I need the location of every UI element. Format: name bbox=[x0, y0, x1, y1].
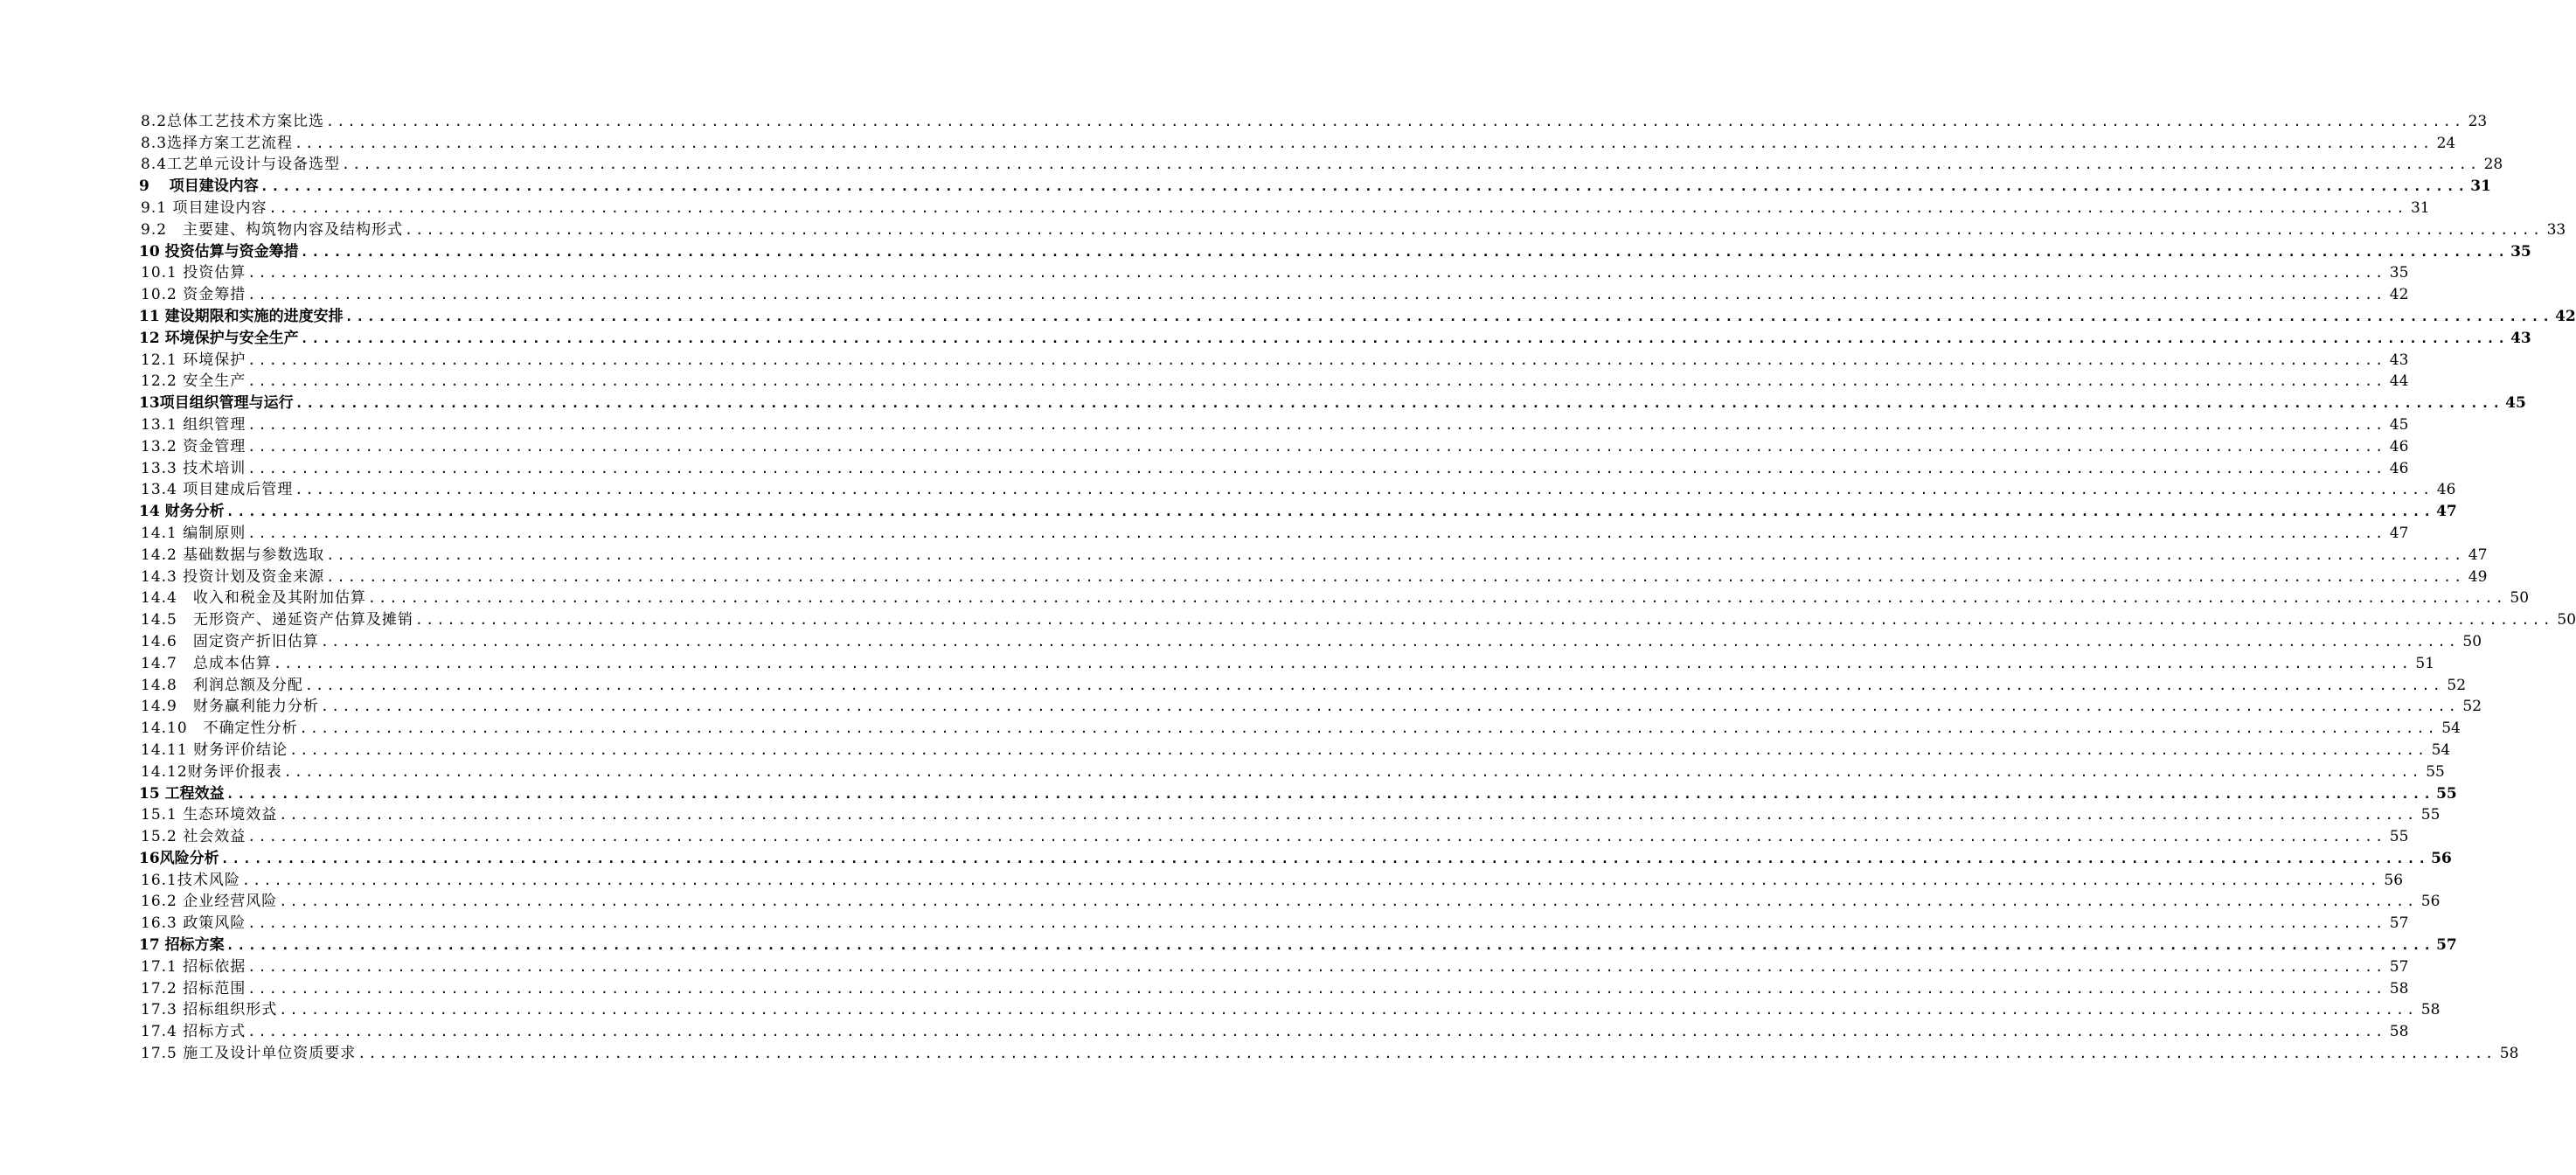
toc-dot-leader: ........................................................................................................................................................................................................ bbox=[300, 243, 2509, 260]
toc-subsection-entry[interactable] bbox=[0, 803, 2441, 824]
toc-entry-title: 16.2 企业经营风险 bbox=[141, 893, 278, 911]
toc-subsection-entry[interactable] bbox=[0, 998, 2441, 1019]
toc-dot-leader: ........................................................................................................................................................................................................ bbox=[367, 590, 2507, 607]
toc-dot-leader: ........................................................................................................................................................................................................ bbox=[289, 741, 2428, 758]
toc-page-number: 57 bbox=[2389, 914, 2409, 933]
toc-subsection-entry[interactable] bbox=[0, 694, 2482, 716]
toc-entry-title: 14.10 不确定性分析 bbox=[141, 720, 298, 738]
toc-entry-title: 12.2 安全生产 bbox=[141, 372, 246, 391]
toc-page-number: 33 bbox=[2546, 220, 2566, 239]
toc-page-number: 31 bbox=[2470, 177, 2491, 196]
toc-subsection-entry[interactable] bbox=[0, 629, 2482, 650]
toc-page-number: 35 bbox=[2389, 264, 2409, 282]
toc-dot-leader: ........................................................................................................................................................................................................ bbox=[247, 265, 2386, 282]
toc-subsection-entry[interactable] bbox=[0, 520, 2409, 542]
toc-entry-title: 15.1 生态环境效益 bbox=[141, 806, 278, 824]
toc-dot-leader: ........................................................................................................................................................................................................ bbox=[226, 785, 2434, 802]
toc-section-entry[interactable] bbox=[0, 781, 2457, 803]
toc-subsection-entry[interactable] bbox=[0, 976, 2409, 998]
toc-page-number: 56 bbox=[2420, 893, 2441, 911]
toc-dot-leader: ........................................................................................................................................................................................................ bbox=[279, 1002, 2418, 1019]
toc-dot-leader: ........................................................................................................................................................................................................ bbox=[226, 937, 2434, 954]
toc-dot-leader: ........................................................................................................................................................................................................ bbox=[320, 699, 2460, 715]
toc-entry-title: 10.2 资金筹措 bbox=[141, 286, 246, 304]
toc-dot-leader: ........................................................................................................................................................................................................ bbox=[344, 308, 2553, 324]
toc-entry-title: 14.9 财务赢利能力分析 bbox=[141, 698, 319, 716]
toc-dot-leader: ........................................................................................................................................................................................................ bbox=[326, 113, 2465, 129]
toc-dot-leader: ........................................................................................................................................................................................................ bbox=[260, 178, 2468, 195]
toc-dot-leader: ........................................................................................................................................................................................................ bbox=[295, 135, 2434, 151]
toc-page-number: 56 bbox=[2431, 849, 2452, 867]
toc-entry-title: 14.11 财务评价结论 bbox=[141, 740, 288, 759]
toc-subsection-entry[interactable] bbox=[0, 672, 2467, 694]
toc-dot-leader: ........................................................................................................................................................................................................ bbox=[220, 850, 2429, 866]
toc-page-number: 47 bbox=[2389, 524, 2409, 542]
toc-subsection-entry[interactable] bbox=[0, 152, 2503, 174]
toc-entry-title: 14 财务分析 bbox=[139, 503, 225, 521]
toc-page-number: 46 bbox=[2436, 481, 2456, 499]
toc-entry-title: 8.3选择方案工艺流程 bbox=[141, 134, 294, 152]
toc-page-number: 56 bbox=[2384, 871, 2404, 889]
toc-page-number: 43 bbox=[2389, 351, 2409, 369]
toc-dot-leader: ........................................................................................................................................................................................................ bbox=[299, 720, 2438, 737]
toc-subsection-entry[interactable] bbox=[0, 542, 2488, 564]
toc-subsection-entry[interactable] bbox=[0, 477, 2456, 499]
toc-section-entry[interactable] bbox=[0, 932, 2457, 955]
toc-entry-title: 14.1 编制原则 bbox=[141, 524, 246, 542]
toc-dot-leader: ........................................................................................................................................................................................................ bbox=[247, 287, 2386, 303]
toc-dot-leader: ........................................................................................................................................................................................................ bbox=[247, 438, 2386, 455]
toc-entry-title: 13项目组织管理与运行 bbox=[139, 394, 294, 413]
toc-subsection-entry[interactable] bbox=[0, 910, 2409, 933]
toc-entry-title: 16.1技术风险 bbox=[141, 871, 240, 889]
toc-page-number: 50 bbox=[2462, 632, 2482, 650]
toc-entry-title: 14.5 无形资产、递延资产估算及摊销 bbox=[141, 611, 413, 629]
toc-page-number: 31 bbox=[2410, 198, 2430, 217]
toc-entry-title: 14.7 总成本估算 bbox=[141, 654, 272, 672]
toc-entry-title: 14.8 利润总额及分配 bbox=[141, 676, 303, 694]
toc-dot-leader: ........................................................................................................................................................................................................ bbox=[226, 504, 2434, 520]
toc-entry-title: 15.2 社会效益 bbox=[141, 828, 246, 846]
toc-dot-leader: ........................................................................................................................................................................................................ bbox=[304, 677, 2444, 693]
toc-entry-title: 10.1 投资估算 bbox=[141, 264, 246, 282]
toc-dot-leader: ........................................................................................................................................................................................................ bbox=[273, 655, 2413, 671]
toc-entry-title: 9.1 项目建设内容 bbox=[141, 198, 267, 217]
toc-subsection-entry[interactable] bbox=[0, 195, 2430, 217]
toc-subsection-entry[interactable] bbox=[0, 108, 2488, 130]
toc-subsection-entry[interactable] bbox=[0, 586, 2530, 608]
toc-subsection-entry[interactable] bbox=[0, 434, 2409, 455]
toc-subsection-entry[interactable] bbox=[0, 759, 2445, 781]
toc-page-number: 42 bbox=[2555, 307, 2576, 325]
toc-entry-title: 8.2总体工艺技术方案比选 bbox=[141, 112, 325, 130]
toc-page-number: 55 bbox=[2420, 806, 2441, 824]
toc-subsection-entry[interactable] bbox=[0, 607, 2576, 629]
toc-subsection-entry[interactable] bbox=[0, 455, 2409, 477]
toc-dot-leader: ........................................................................................................................................................................................................ bbox=[320, 633, 2460, 650]
toc-subsection-entry[interactable] bbox=[0, 954, 2409, 976]
toc-page-number: 55 bbox=[2389, 828, 2409, 846]
toc-entry-title: 9 项目建设内容 bbox=[139, 177, 259, 196]
toc-dot-leader: ........................................................................................................................................................................................................ bbox=[405, 221, 2544, 238]
toc-subsection-entry[interactable] bbox=[0, 1019, 2409, 1041]
toc-page-number: 35 bbox=[2510, 242, 2531, 261]
toc-section-entry[interactable] bbox=[0, 390, 2526, 413]
toc-subsection-entry[interactable] bbox=[0, 347, 2409, 369]
toc-entry-title: 12.1 环境保护 bbox=[141, 351, 246, 369]
toc-entry-title: 17.1 招标依据 bbox=[141, 957, 246, 976]
toc-page-number: 58 bbox=[2389, 1023, 2409, 1041]
toc-section-entry[interactable] bbox=[0, 498, 2457, 521]
toc-page-number: 28 bbox=[2483, 156, 2503, 174]
toc-entry-title: 14.12财务评价报表 bbox=[141, 762, 282, 781]
toc-page-number: 51 bbox=[2415, 654, 2435, 672]
toc-page-number: 47 bbox=[2468, 546, 2488, 564]
toc-section-entry[interactable] bbox=[0, 239, 2531, 261]
toc-dot-leader: ........................................................................................................................................................................................................ bbox=[247, 460, 2386, 476]
toc-subsection-entry[interactable] bbox=[0, 889, 2441, 911]
toc-entry-title: 17.2 招标范围 bbox=[141, 979, 246, 998]
toc-page-number: 45 bbox=[2389, 415, 2409, 434]
toc-dot-leader: ........................................................................................................................................................................................................ bbox=[326, 568, 2465, 585]
toc-subsection-entry[interactable] bbox=[0, 737, 2451, 759]
toc-subsection-entry[interactable] bbox=[0, 650, 2435, 672]
toc-subsection-entry[interactable] bbox=[0, 369, 2409, 391]
toc-subsection-entry[interactable] bbox=[0, 1040, 2519, 1063]
toc-section-entry[interactable] bbox=[0, 173, 2491, 196]
toc-subsection-entry[interactable] bbox=[0, 261, 2409, 282]
toc-dot-leader: ........................................................................................................................................................................................................ bbox=[241, 872, 2381, 888]
toc-page-number: 54 bbox=[2431, 740, 2451, 759]
toc-dot-leader: ........................................................................................................................................................................................................ bbox=[247, 958, 2386, 975]
toc-page-number: 55 bbox=[2426, 762, 2445, 781]
toc-entry-title: 17.4 招标方式 bbox=[141, 1023, 246, 1041]
toc-page-number: 57 bbox=[2436, 936, 2457, 955]
toc-entry-title: 8.4工艺单元设计与设备选型 bbox=[141, 156, 341, 174]
toc-page-number: 55 bbox=[2436, 784, 2457, 803]
toc-entry-title: 17.3 招标组织形式 bbox=[141, 1001, 278, 1019]
toc-entry-title: 10 投资估算与资金筹措 bbox=[139, 242, 299, 261]
toc-entry-title: 13.1 组织管理 bbox=[141, 415, 246, 434]
toc-subsection-entry[interactable] bbox=[0, 715, 2461, 738]
toc-section-entry[interactable] bbox=[0, 325, 2531, 347]
toc-page-number: 49 bbox=[2468, 567, 2488, 586]
toc-entry-title: 13.3 技术培训 bbox=[141, 459, 246, 477]
toc-entry-title: 14.2 基础数据与参数选取 bbox=[141, 546, 325, 564]
toc-dot-leader: ........................................................................................................................................................................................................ bbox=[279, 893, 2418, 910]
toc-page-number: 24 bbox=[2436, 134, 2456, 152]
toc-entry-title: 14.6 固定资产折旧估算 bbox=[141, 632, 319, 650]
toc-page-number: 23 bbox=[2468, 112, 2488, 130]
toc-page-number: 42 bbox=[2389, 286, 2409, 304]
toc-page-number: 43 bbox=[2510, 329, 2531, 347]
toc-dot-leader: ........................................................................................................................................................................................................ bbox=[279, 807, 2418, 824]
toc-subsection-entry[interactable] bbox=[0, 867, 2404, 889]
toc-dot-leader: ........................................................................................................................................................................................................ bbox=[414, 612, 2554, 629]
table-of-contents bbox=[0, 108, 2576, 1063]
toc-subsection-entry[interactable] bbox=[0, 412, 2409, 434]
toc-dot-leader: ........................................................................................................................................................................................................ bbox=[268, 199, 2407, 216]
toc-dot-leader: ........................................................................................................................................................................................................ bbox=[283, 763, 2422, 780]
toc-entry-title: 16.3 政策风险 bbox=[141, 914, 246, 933]
toc-entry-title: 17.5 施工及设计单位资质要求 bbox=[141, 1045, 357, 1063]
toc-page-number: 52 bbox=[2447, 676, 2467, 694]
toc-dot-leader: ........................................................................................................................................................................................................ bbox=[247, 351, 2386, 368]
toc-dot-leader: ........................................................................................................................................................................................................ bbox=[358, 1046, 2496, 1062]
toc-entry-title: 13.2 资金管理 bbox=[141, 437, 246, 455]
toc-subsection-entry[interactable] bbox=[0, 282, 2409, 304]
toc-page-number: 50 bbox=[2557, 611, 2576, 629]
toc-dot-leader: ........................................................................................................................................................................................................ bbox=[247, 525, 2386, 541]
toc-page-number: 57 bbox=[2389, 957, 2409, 976]
toc-page-number: 58 bbox=[2499, 1045, 2519, 1063]
toc-page-number: 46 bbox=[2389, 459, 2409, 477]
toc-subsection-entry[interactable] bbox=[0, 564, 2488, 586]
toc-dot-leader: ........................................................................................................................................................................................................ bbox=[300, 330, 2509, 346]
toc-page-number: 58 bbox=[2420, 1001, 2441, 1019]
toc-page-number: 52 bbox=[2462, 698, 2482, 716]
toc-entry-title: 14.4 收入和税金及其附加估算 bbox=[141, 589, 366, 608]
toc-page-number: 44 bbox=[2389, 372, 2409, 391]
toc-dot-leader: ........................................................................................................................................................................................................ bbox=[247, 1024, 2386, 1040]
toc-dot-leader: ........................................................................................................................................................................................................ bbox=[342, 156, 2481, 173]
toc-entry-title: 12 环境保护与安全生产 bbox=[139, 329, 299, 347]
toc-dot-leader: ........................................................................................................................................................................................................ bbox=[247, 416, 2386, 433]
toc-entry-title: 15 工程效益 bbox=[139, 784, 225, 803]
toc-dot-leader: ........................................................................................................................................................................................................ bbox=[247, 915, 2386, 932]
toc-subsection-entry[interactable] bbox=[0, 130, 2456, 152]
toc-dot-leader: ........................................................................................................................................................................................................ bbox=[247, 980, 2386, 997]
toc-entry-title: 11 建设期限和实施的进度安排 bbox=[139, 307, 344, 325]
toc-section-entry[interactable] bbox=[0, 303, 2576, 325]
toc-dot-leader: ........................................................................................................................................................................................................ bbox=[326, 546, 2465, 563]
toc-page-number: 47 bbox=[2436, 503, 2457, 521]
toc-subsection-entry[interactable] bbox=[0, 217, 2566, 239]
toc-entry-title: 14.3 投资计划及资金来源 bbox=[141, 567, 325, 586]
toc-entry-title: 13.4 项目建成后管理 bbox=[141, 481, 294, 499]
toc-page-number: 58 bbox=[2389, 979, 2409, 998]
toc-dot-leader: ........................................................................................................................................................................................................ bbox=[295, 395, 2503, 412]
toc-dot-leader: ........................................................................................................................................................................................................ bbox=[247, 829, 2386, 845]
toc-entry-title: 16风险分析 bbox=[139, 849, 219, 867]
toc-page-number: 45 bbox=[2505, 394, 2526, 413]
toc-page-number: 46 bbox=[2389, 437, 2409, 455]
toc-page-number: 54 bbox=[2441, 720, 2461, 738]
toc-dot-leader: ........................................................................................................................................................................................................ bbox=[295, 482, 2434, 498]
toc-section-entry[interactable] bbox=[0, 845, 2452, 867]
toc-page-number: 50 bbox=[2510, 589, 2530, 608]
toc-dot-leader: ........................................................................................................................................................................................................ bbox=[247, 373, 2386, 390]
toc-subsection-entry[interactable] bbox=[0, 824, 2409, 846]
toc-entry-title: 9.2 主要建、构筑物内容及结构形式 bbox=[141, 220, 404, 239]
toc-entry-title: 17 招标方案 bbox=[139, 936, 225, 955]
